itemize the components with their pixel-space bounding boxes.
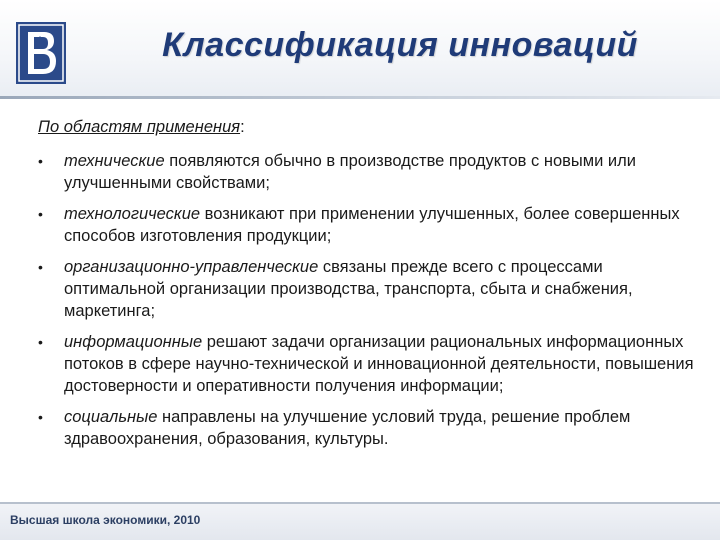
bullet-icon: • <box>38 259 43 275</box>
item-term: социальные <box>64 408 158 426</box>
bullet-list <box>38 150 698 450</box>
slide-content <box>38 116 698 459</box>
item-text: решают задачи организации рациональных информационных потоков в сфере научно-технической и инновационной деятельности, повышения достоверности и оперативности получения информации; <box>64 333 694 395</box>
list-item <box>38 406 698 450</box>
item-term: информационные <box>64 333 203 351</box>
hse-logo-icon <box>16 22 66 84</box>
item-text: появляются обычно в производстве продуктов с новыми или улучшенными свойствами; <box>64 152 636 192</box>
bullet-icon: • <box>38 206 43 222</box>
list-item <box>38 203 698 247</box>
bullet-icon: • <box>38 409 43 425</box>
item-text: связаны прежде всего с процессами оптимальной организации производства, транспорта, сбыта и снабжения, маркетинга; <box>64 258 633 320</box>
bullet-icon: • <box>38 153 43 169</box>
slide-title: Классификация инноваций <box>162 26 638 64</box>
slide-footer <box>0 504 720 540</box>
list-item <box>38 256 698 322</box>
bullet-icon: • <box>38 334 43 350</box>
header-divider <box>0 96 720 99</box>
list-item <box>38 150 698 194</box>
item-term: организационно-управленческие <box>64 258 319 276</box>
list-item <box>38 331 698 397</box>
section-subheading: По областям применения: <box>38 118 245 136</box>
item-term: технологические <box>64 205 201 223</box>
footer-text: Высшая школа экономики, 2010 <box>10 513 201 527</box>
item-term: технические <box>64 152 165 170</box>
item-text: направлены на улучшение условий труда, решение проблем здравоохранения, образования, культуры. <box>64 408 631 448</box>
item-text: возникают при применении улучшенных, более совершенных способов изготовления продукции; <box>64 205 680 245</box>
